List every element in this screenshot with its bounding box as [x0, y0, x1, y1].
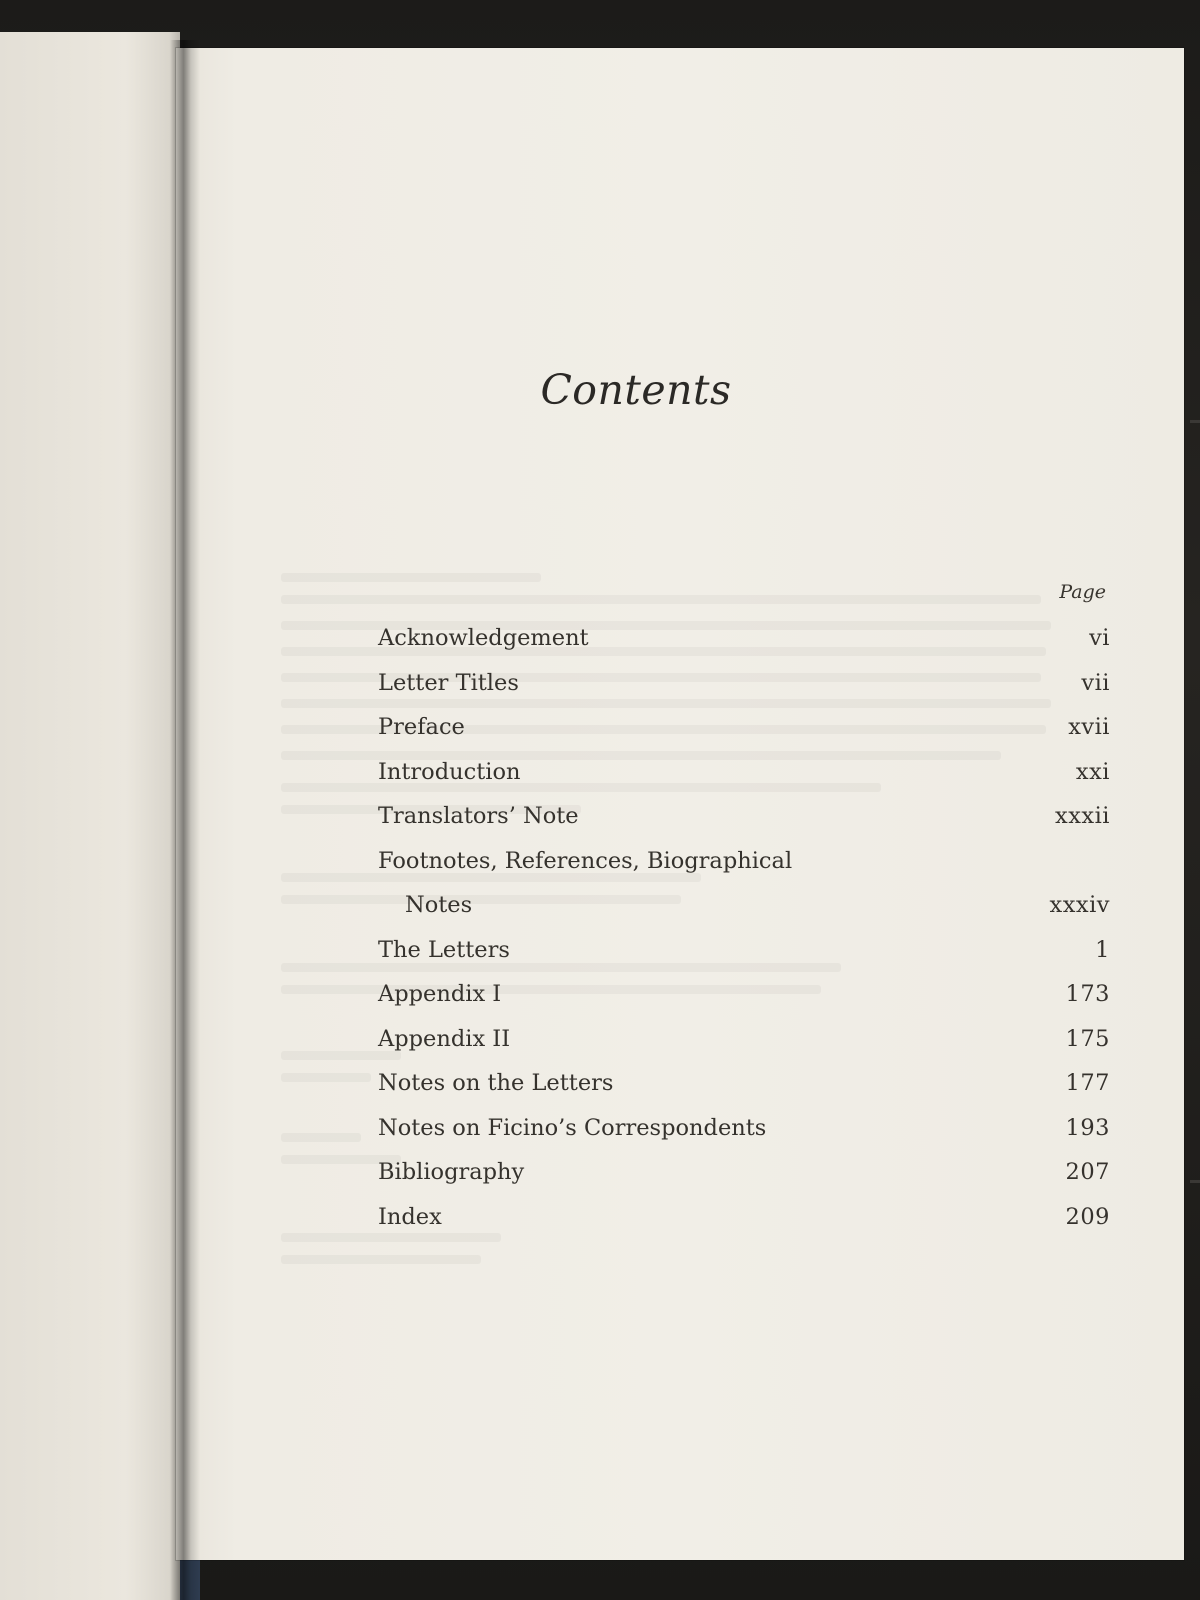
toc-entry-title: Translators’ Note	[378, 803, 579, 829]
toc-entry-title: Preface	[378, 714, 465, 740]
toc-entry-page: 209	[1065, 1203, 1110, 1230]
toc-entry	[378, 1116, 1110, 1161]
page-column-label: Page	[1059, 581, 1106, 603]
toc-entry-page: 207	[1065, 1159, 1110, 1185]
toc-entry-title-continued: Notes	[405, 892, 473, 918]
toc-entry	[378, 1071, 1110, 1116]
toc-entry	[378, 1160, 1110, 1205]
toc-entry-title: Bibliography	[378, 1159, 525, 1185]
toc-entry-page: xxxii	[1055, 803, 1110, 829]
toc-entry	[378, 849, 1110, 938]
toc-entry	[378, 626, 1110, 671]
toc-entry-title: Notes on Ficino’s Correspondents	[378, 1114, 767, 1141]
page-title: Contents	[540, 366, 732, 414]
book-gutter-shadow	[170, 40, 200, 1600]
toc-entry	[378, 804, 1110, 849]
toc-entry-title: Appendix I	[378, 981, 502, 1007]
toc-entry	[378, 982, 1110, 1027]
right-page	[176, 48, 1184, 1560]
toc-entry-page: vi	[1089, 625, 1110, 651]
left-page-bleed-mark	[0, 332, 40, 392]
toc-entry	[378, 715, 1110, 760]
toc-entry-page: 193	[1065, 1114, 1110, 1141]
toc-entry-page: xxxiv	[1049, 892, 1110, 918]
toc-entry-title: Index	[378, 1203, 442, 1230]
toc-entry-title: The Letters	[378, 936, 510, 963]
toc-entry-title: Notes on the Letters	[378, 1070, 614, 1096]
toc-entry-title: Introduction	[378, 758, 521, 785]
toc-entry-page: 173	[1065, 981, 1110, 1007]
toc-entry-title: Acknowledgement	[378, 625, 589, 651]
toc-entry	[378, 1027, 1110, 1072]
toc-entry	[378, 938, 1110, 983]
toc-entry-page: xxi	[1075, 758, 1110, 785]
toc-entry-page: 1	[1095, 936, 1110, 963]
toc-entry-page: vii	[1081, 669, 1110, 696]
toc-entry-page: 175	[1065, 1025, 1110, 1052]
wood-plank-edge	[1190, 1180, 1200, 1183]
toc-entry	[378, 1205, 1110, 1250]
toc-entry-title: Footnotes, References, Biographical	[378, 847, 793, 874]
toc-entry-title: Letter Titles	[378, 669, 519, 696]
wood-plank-edge	[1190, 420, 1200, 423]
toc-entry	[378, 671, 1110, 716]
toc-entry-page: 177	[1065, 1070, 1110, 1096]
left-page	[0, 32, 180, 1600]
toc-entry-page: xvii	[1068, 714, 1110, 740]
toc-entry-title: Appendix II	[378, 1025, 511, 1052]
table-of-contents	[378, 626, 1110, 1249]
toc-entry	[378, 760, 1110, 805]
